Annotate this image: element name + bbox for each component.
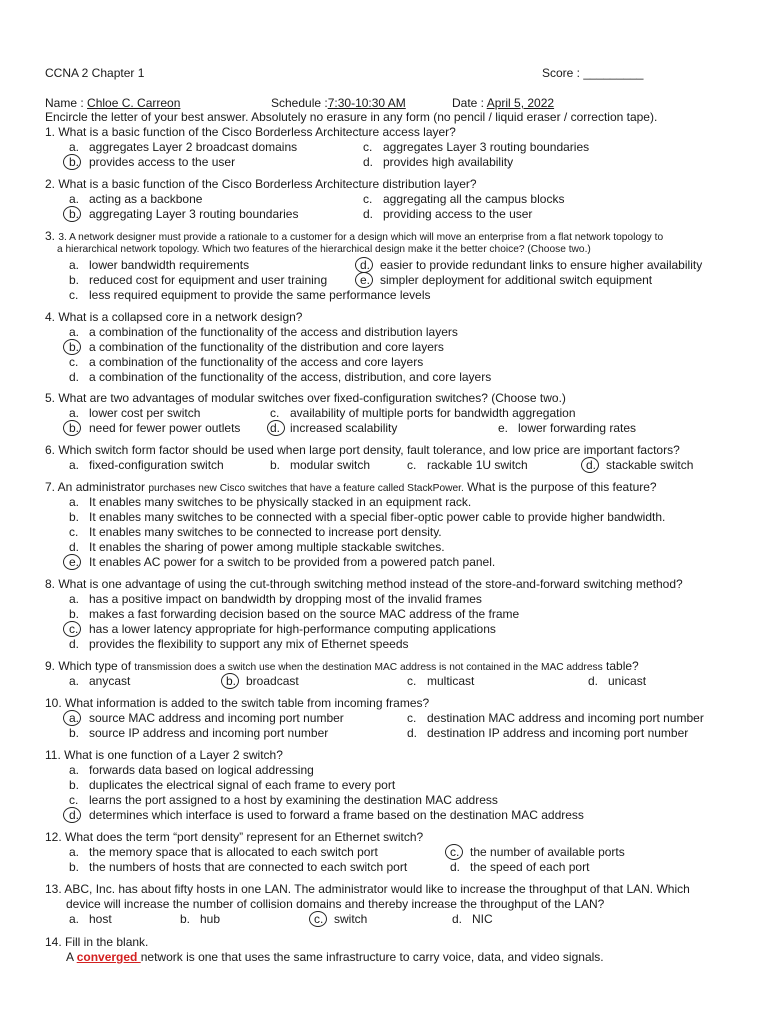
q1-answer-circle bbox=[63, 154, 81, 170]
schedule-field bbox=[271, 96, 406, 111]
question-12: 12. What does the term “port density” represent for an Ethernet switch? bbox=[45, 830, 424, 844]
q6-option-a: a. fixed-configuration switch bbox=[69, 458, 224, 472]
q12-answer-circle bbox=[445, 844, 463, 860]
question-14: 14. Fill in the blank. bbox=[45, 935, 149, 949]
q6-answer-circle bbox=[581, 457, 599, 473]
q5-option-e: e. lower forwarding rates bbox=[498, 421, 637, 435]
question-6: 6. Which switch form factor should be used when large port density, fault tolerance, and low price are important factors? bbox=[45, 443, 680, 457]
q3-option-d: d. easier to provide redundant links to ensure higher availability bbox=[360, 258, 703, 272]
question-3-line-2: a hierarchical network topology. Which two features of the hierarchical design make it the better choice? (Choose two.) bbox=[57, 244, 591, 255]
q8-option-a: a. has a positive impact on bandwidth by dropping most of the invalid frames bbox=[69, 592, 482, 606]
q4-option-c: c. a combination of the functionality of the access and core layers bbox=[69, 355, 424, 369]
q7-option-a: a. It enables many switches to be physically stacked in an equipment rack. bbox=[69, 495, 472, 509]
q1-option-b: b. provides access to the user bbox=[69, 155, 236, 169]
q1-option-d: d. provides high availability bbox=[363, 155, 514, 169]
question-13-line-1: 13. ABC, Inc. has about fifty hosts in one LAN. The administrator would like to increase the throughput of that LAN. Which bbox=[45, 882, 690, 896]
q14-fill-sentence: A converged network is one that uses the same infrastructure to carry voice, data, and video signals. bbox=[66, 950, 604, 964]
question-3-line-1: 3. 3. A network designer must provide a rationale to a customer for a design which will move an enterprise from a flat network topology to bbox=[45, 229, 664, 243]
q5-option-d: d. increased scalability bbox=[270, 421, 398, 435]
q5-option-a: a. lower cost per switch bbox=[69, 406, 201, 420]
q10-option-c: c. destination MAC address and incoming port number bbox=[407, 711, 704, 725]
q12-option-b: b. the numbers of hosts that are connected to each switch port bbox=[69, 860, 408, 874]
date-value: April 5, 2022 bbox=[486, 96, 555, 110]
q8-answer-circle bbox=[63, 621, 81, 637]
course-title: CCNA 2 Chapter 1 bbox=[45, 66, 145, 80]
q5-option-c: c. availability of multiple ports for bandwidth aggregation bbox=[270, 406, 576, 420]
q7-option-c: c. It enables many switches to be connected to increase port density. bbox=[69, 525, 442, 539]
q11-option-c: c. learns the port assigned to a host by examining the destination MAC address bbox=[69, 793, 498, 807]
q11-option-b: b. duplicates the electrical signal of each frame to every port bbox=[69, 778, 396, 792]
schedule-label: Schedule : bbox=[271, 96, 328, 110]
q11-option-d: d. determines which interface is used to forward a frame based on the destination MAC address bbox=[69, 808, 584, 822]
q9-option-b: b. broadcast bbox=[226, 674, 299, 688]
q6-option-c: c. rackable 1U switch bbox=[407, 458, 528, 472]
question-10: 10. What information is added to the switch table from incoming frames? bbox=[45, 696, 430, 710]
q5-answer-circle-d bbox=[267, 420, 285, 436]
q9-option-c: c. multicast bbox=[407, 674, 475, 688]
q10-option-a: a. source MAC address and incoming port number bbox=[69, 711, 344, 725]
q3-option-e: e. simpler deployment for additional switch equipment bbox=[360, 273, 653, 287]
q13-option-b: b. hub bbox=[180, 912, 221, 926]
q1-option-a: a. aggregates Layer 2 broadcast domains bbox=[69, 140, 298, 154]
q4-option-a: a. a combination of the functionality of the access and distribution layers bbox=[69, 325, 458, 339]
instructions: Encircle the letter of your best answer. Absolutely no erasure in any form (no pencil / liquid eraser / correction tape). bbox=[45, 110, 658, 124]
q11-option-a: a. forwards data based on logical addressing bbox=[69, 763, 314, 777]
schedule-value: 7:30-10:30 AM bbox=[327, 96, 406, 110]
q4-option-b: b. a combination of the functionality of the distribution and core layers bbox=[69, 340, 444, 354]
q2-option-c: c. aggregating all the campus blocks bbox=[363, 192, 565, 206]
score-field bbox=[542, 66, 643, 81]
q13-option-a: a. host bbox=[69, 912, 112, 926]
q9-answer-circle bbox=[221, 673, 239, 689]
question-5: 5. What are two advantages of modular switches over fixed-configuration switches? (Choose two.) bbox=[45, 391, 566, 405]
score-label: Score : bbox=[542, 66, 581, 80]
q7-answer-circle bbox=[63, 554, 81, 570]
q2-option-b: b. aggregating Layer 3 routing boundaries bbox=[69, 207, 299, 221]
q7-option-d: d. It enables the sharing of power among multiple stackable switches. bbox=[69, 540, 445, 554]
q7-option-b: b. It enables many switches to be connected with a special fiber-optic power cable to provide higher bandwidth. bbox=[69, 510, 666, 524]
question-4: 4. What is a collapsed core in a network design? bbox=[45, 310, 303, 324]
name-value: Chloe C. Carreon bbox=[87, 96, 181, 110]
q4-option-d: d. a combination of the functionality of the access, distribution, and core layers bbox=[69, 370, 492, 384]
q10-option-b: b. source IP address and incoming port number bbox=[69, 726, 329, 740]
q13-option-c: c. switch bbox=[314, 912, 368, 926]
question-7: 7. An administrator purchases new Cisco switches that have a feature called StackPower. What is the purpose of this feature? bbox=[45, 480, 657, 494]
q13-option-d: d. NIC bbox=[452, 912, 493, 926]
q6-option-b: b. modular switch bbox=[270, 458, 371, 472]
q12-option-a: a. the memory space that is allocated to each switch port bbox=[69, 845, 378, 859]
score-blank: _________ bbox=[583, 66, 644, 80]
q9-option-a: a. anycast bbox=[69, 674, 131, 688]
q3-option-b: b. reduced cost for equipment and user training bbox=[69, 273, 328, 287]
name-field bbox=[45, 96, 180, 111]
question-8: 8. What is one advantage of using the cut-through switching method instead of the store-and-forward switching method? bbox=[45, 577, 683, 591]
q2-option-d: d. providing access to the user bbox=[363, 207, 533, 221]
q5-option-b: b. need for fewer power outlets bbox=[69, 421, 241, 435]
q8-option-c: c. has a lower latency appropriate for high-performance computing applications bbox=[69, 622, 496, 636]
q4-answer-circle bbox=[63, 339, 81, 355]
q10-option-d: d. destination IP address and incoming port number bbox=[407, 726, 689, 740]
q12-option-d: d. the speed of each port bbox=[450, 860, 590, 874]
q9-option-d: d. unicast bbox=[588, 674, 647, 688]
q6-option-d: d. stackable switch bbox=[586, 458, 694, 472]
question-11: 11. What is one function of a Layer 2 switch? bbox=[45, 748, 283, 762]
q12-option-c: c. the number of available ports bbox=[450, 845, 625, 859]
q3-option-a: a. lower bandwidth requirements bbox=[69, 258, 250, 272]
q8-option-d: d. provides the flexibility to support any mix of Ethernet speeds bbox=[69, 637, 409, 651]
q2-answer-circle bbox=[63, 206, 81, 222]
question-9: 9. Which type of transmission does a switch use when the destination MAC address is not contained in the MAC address table? bbox=[45, 659, 639, 673]
date-field bbox=[452, 96, 554, 111]
question-2: 2. What is a basic function of the Cisco Borderless Architecture distribution layer? bbox=[45, 177, 477, 191]
q2-option-a: a. acting as a backbone bbox=[69, 192, 203, 206]
q11-answer-circle bbox=[63, 807, 81, 823]
q1-option-c: c. aggregates Layer 3 routing boundaries bbox=[363, 140, 590, 154]
q3-answer-circle-e bbox=[355, 272, 373, 288]
name-label: Name : bbox=[45, 96, 84, 110]
q8-option-b: b. makes a fast forwarding decision based on the source MAC address of the frame bbox=[69, 607, 520, 621]
question-13-line-2: device will increase the number of collision domains and thereby increase the throughput of the LAN? bbox=[66, 897, 605, 911]
q13-answer-circle bbox=[309, 911, 327, 927]
q14-fill-answer: converged bbox=[76, 950, 141, 964]
q10-answer-circle bbox=[63, 710, 81, 726]
q3-option-c: c. less required equipment to provide the same performance levels bbox=[69, 288, 431, 302]
question-1: 1. What is a basic function of the Cisco Borderless Architecture access layer? bbox=[45, 125, 456, 139]
date-label: Date : bbox=[452, 96, 485, 110]
q3-answer-circle-d bbox=[355, 257, 373, 273]
q7-option-e: e. It enables AC power for a switch to be provided from a powered patch panel. bbox=[69, 555, 496, 569]
q5-answer-circle-b bbox=[63, 420, 81, 436]
